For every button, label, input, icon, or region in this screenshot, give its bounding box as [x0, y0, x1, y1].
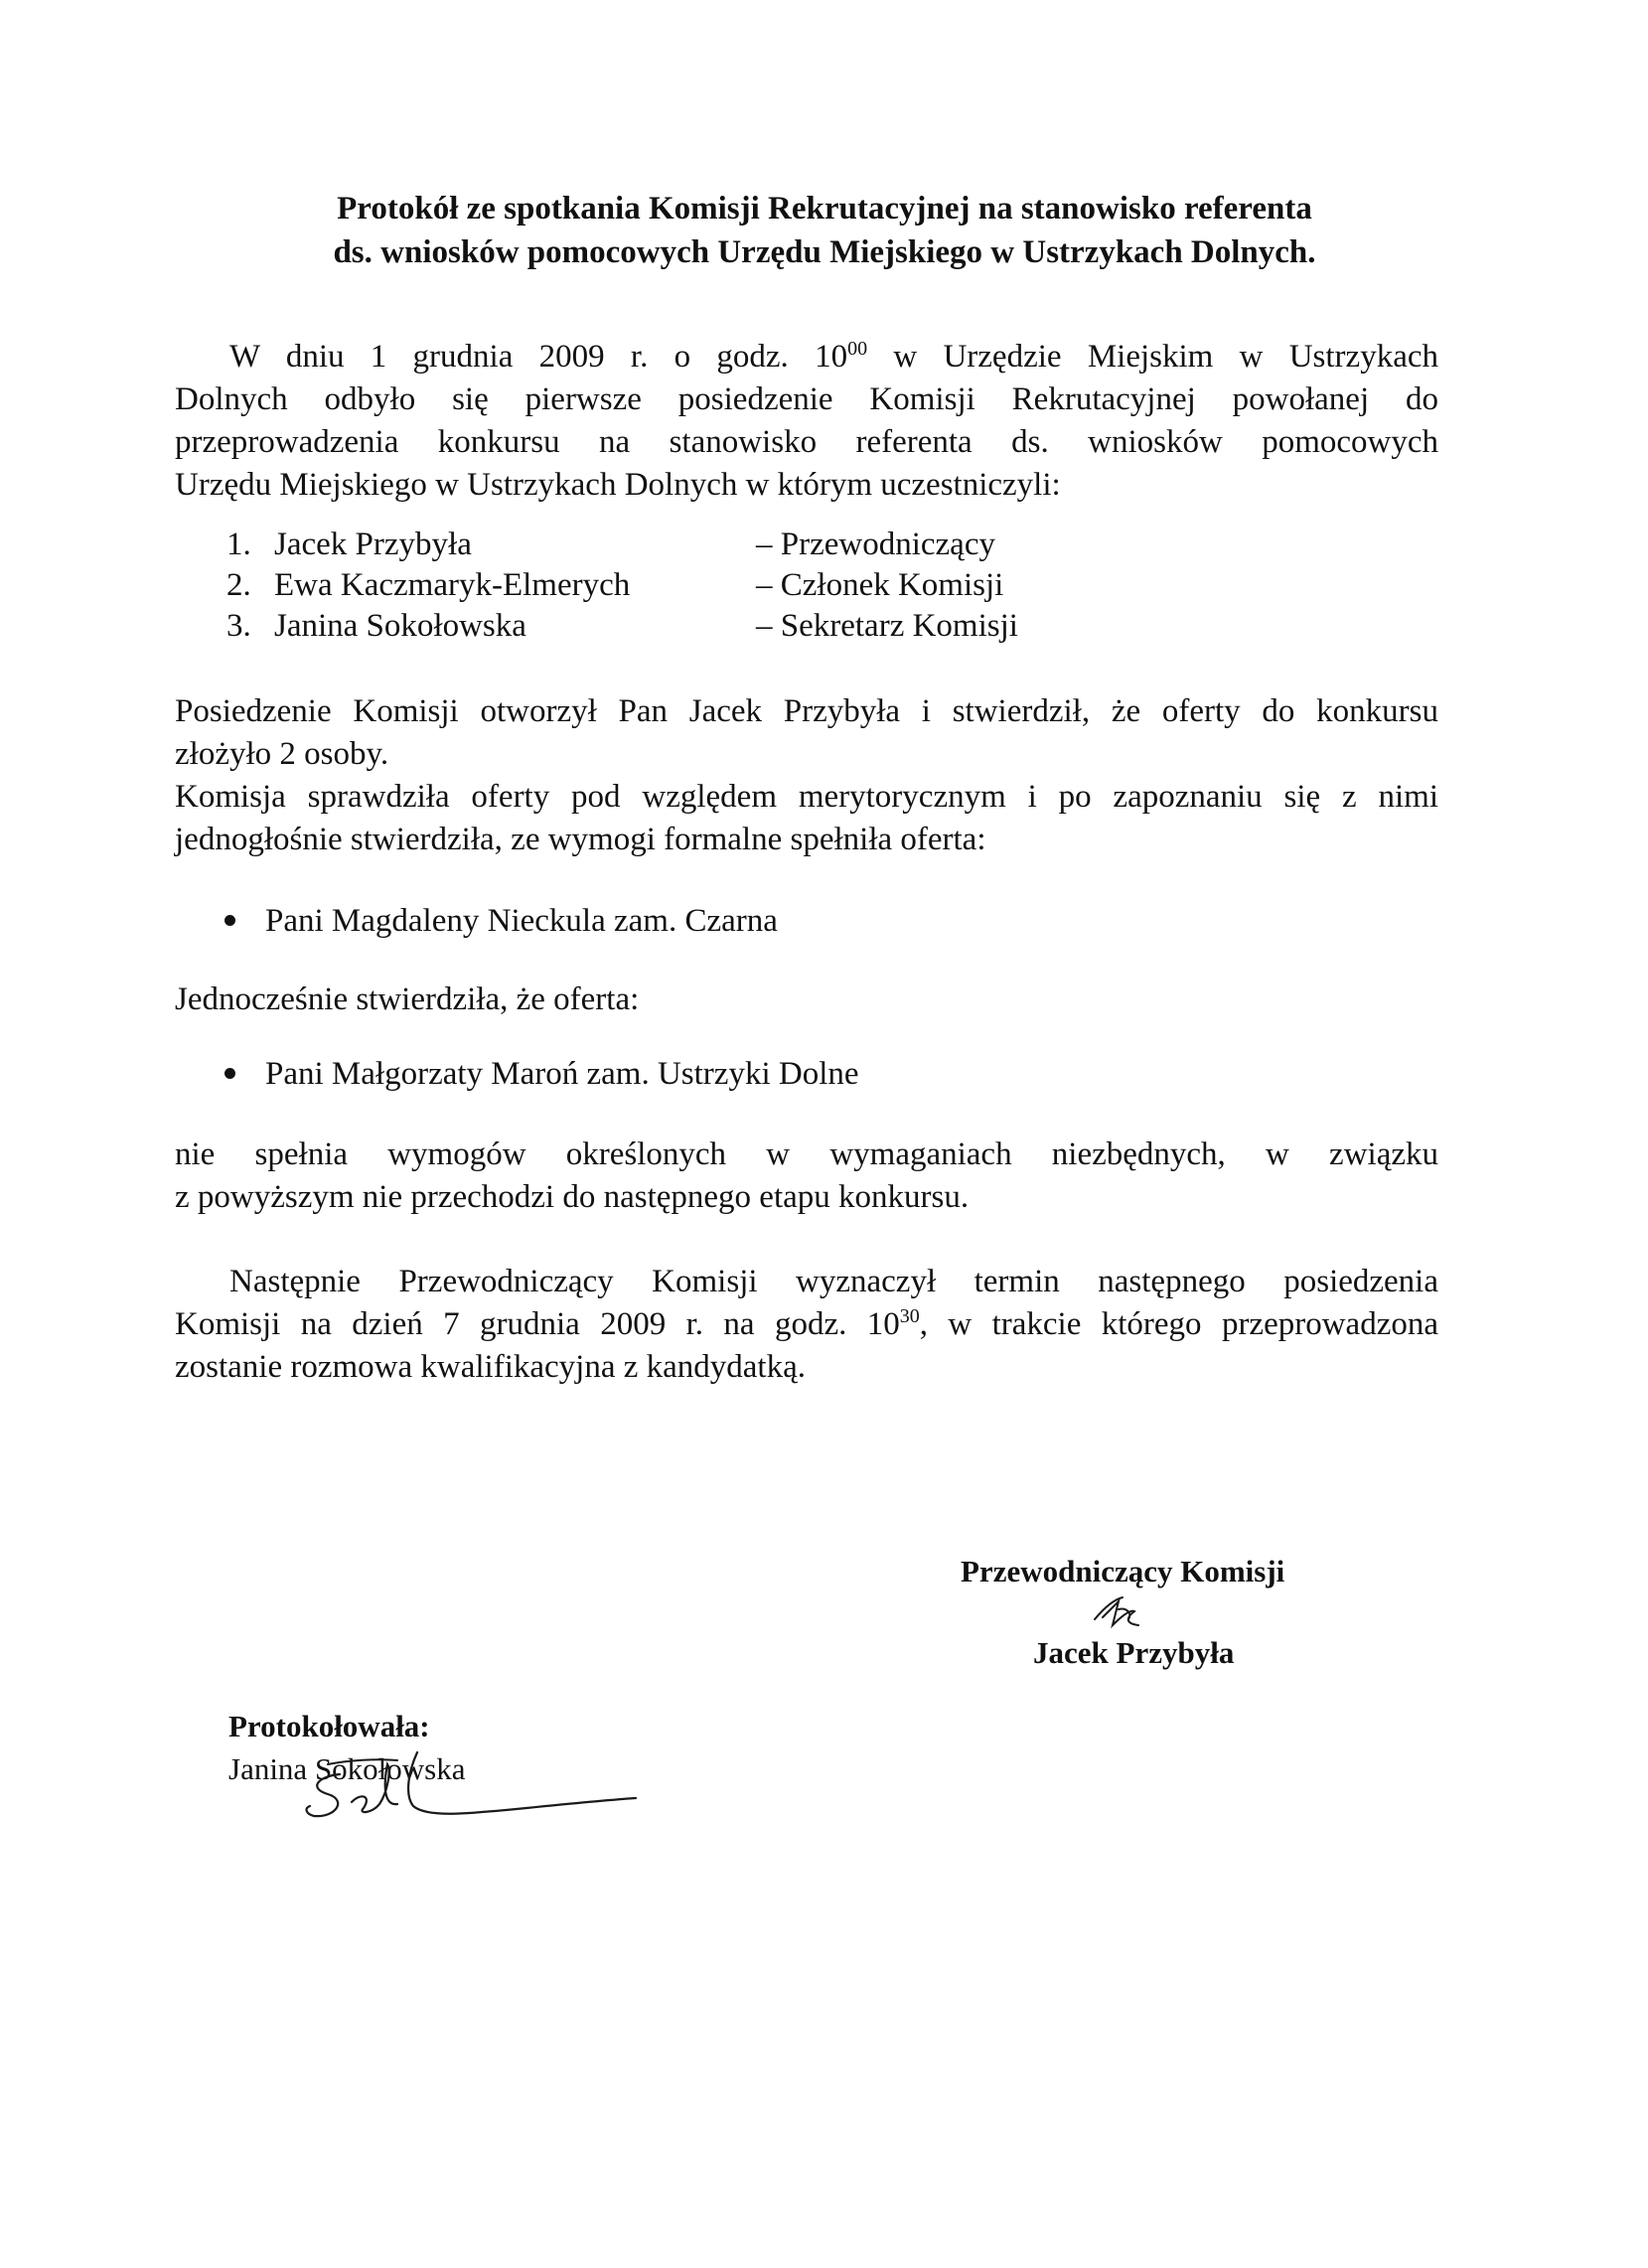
title-line-1: Protokół ze spotkania Komisji Rekrutacyjnej na stanowisko referenta: [337, 191, 1312, 227]
time-superscript: 30: [899, 1305, 920, 1327]
document-title: [169, 187, 1480, 274]
member-name: Jacek Przybyła: [274, 527, 472, 562]
simultaneously-line: Jednocześnie stwierdziła, że oferta:: [175, 982, 640, 1017]
not-meeting-paragraph: [175, 1134, 1438, 1219]
bullet-icon: [225, 1068, 235, 1079]
not-meeting-line-1: nie spełnia wymogów określonych w wymaganiach niezbędnych, w związku: [175, 1136, 1438, 1172]
bullet-icon: [225, 915, 235, 926]
intro-line-3: przeprowadzenia konkursu na stanowisko referenta ds. wniosków pomocowych: [175, 424, 1438, 460]
next-line-2: Komisji na dzień 7 grudnia 2009 r. na godz. $10^{30}$, w trakcie którego przeprowadzona: [175, 1305, 1438, 1342]
accepted-offer-item: [225, 900, 778, 943]
opening-line-1: Posiedzenie Komisji otworzył Pan Jacek Przybyła i stwierdził, że oferty do konkursu: [175, 693, 1438, 729]
next-meeting-paragraph: [175, 1261, 1438, 1389]
list-item: [226, 565, 1121, 606]
next-line-3: zostanie rozmowa kwalifikacyjna z kandydatką.: [175, 1349, 806, 1385]
chair-signature-title: Przewodniczący Komisji: [961, 1554, 1285, 1588]
secretary-handwritten-signature: [288, 1744, 666, 1854]
not-meeting-line-2: z powyższym nie przechodzi do następnego etapu konkursu.: [175, 1179, 970, 1215]
opening-line-2: złożyło 2 osoby.: [175, 736, 389, 772]
chair-signature-name: Jacek Przybyła: [1033, 1635, 1235, 1670]
members-list: [226, 525, 1121, 647]
opening-line-3: Komisja sprawdziła oferty pod względem merytorycznym i po zapoznaniu się z nimi: [175, 779, 1438, 815]
intro-line-2: Dolnych odbyło się pierwsze posiedzenie Komisji Rekrutacyjnej powołanej do: [175, 381, 1438, 417]
opening-line-4: jednogłośnie stwierdziła, ze wymogi formalne spełniła oferta:: [175, 822, 986, 857]
member-name: Janina Sokołowska: [274, 608, 526, 644]
member-number: 3.: [226, 608, 251, 644]
intro-paragraph: [175, 336, 1438, 507]
accepted-offer-text: Pani Magdaleny Nieckula zam. Czarna: [265, 903, 778, 939]
title-line-2: ds. wniosków pomocowych Urzędu Miejskiego w Ustrzykach Dolnych.: [333, 234, 1316, 270]
member-role: – Członek Komisji: [756, 567, 1004, 603]
intro-line-4: Urzędu Miejskiego w Ustrzykach Dolnych w którym uczestniczyli:: [175, 467, 1061, 503]
intro-line-1: W dniu 1 grudnia 2009 r. o godz. $10^{00}$ w Urzędzie Miejskim w Ustrzykach: [229, 338, 1438, 375]
member-number: 1.: [226, 527, 251, 562]
list-item: [226, 525, 1121, 565]
member-role: – Przewodniczący: [756, 527, 995, 562]
member-role: – Sekretarz Komisji: [756, 608, 1018, 644]
rejected-offer-text: Pani Małgorzaty Maroń zam. Ustrzyki Dolne: [265, 1056, 859, 1092]
rejected-offer-item: [225, 1053, 859, 1096]
secretary-signature-title: Protokołowała:: [228, 1709, 430, 1743]
simultaneously-paragraph: [175, 979, 1438, 1021]
member-name: Ewa Kaczmaryk-Elmerych: [274, 567, 631, 603]
next-line-1: Następnie Przewodniczący Komisji wyznaczył termin następnego posiedzenia: [229, 1264, 1438, 1299]
time-superscript: 00: [847, 338, 868, 360]
list-item: [226, 606, 1121, 647]
secretary-signature-name: Janina Sokołowska: [228, 1751, 466, 1786]
opening-paragraph: [175, 690, 1438, 861]
member-number: 2.: [226, 567, 251, 603]
